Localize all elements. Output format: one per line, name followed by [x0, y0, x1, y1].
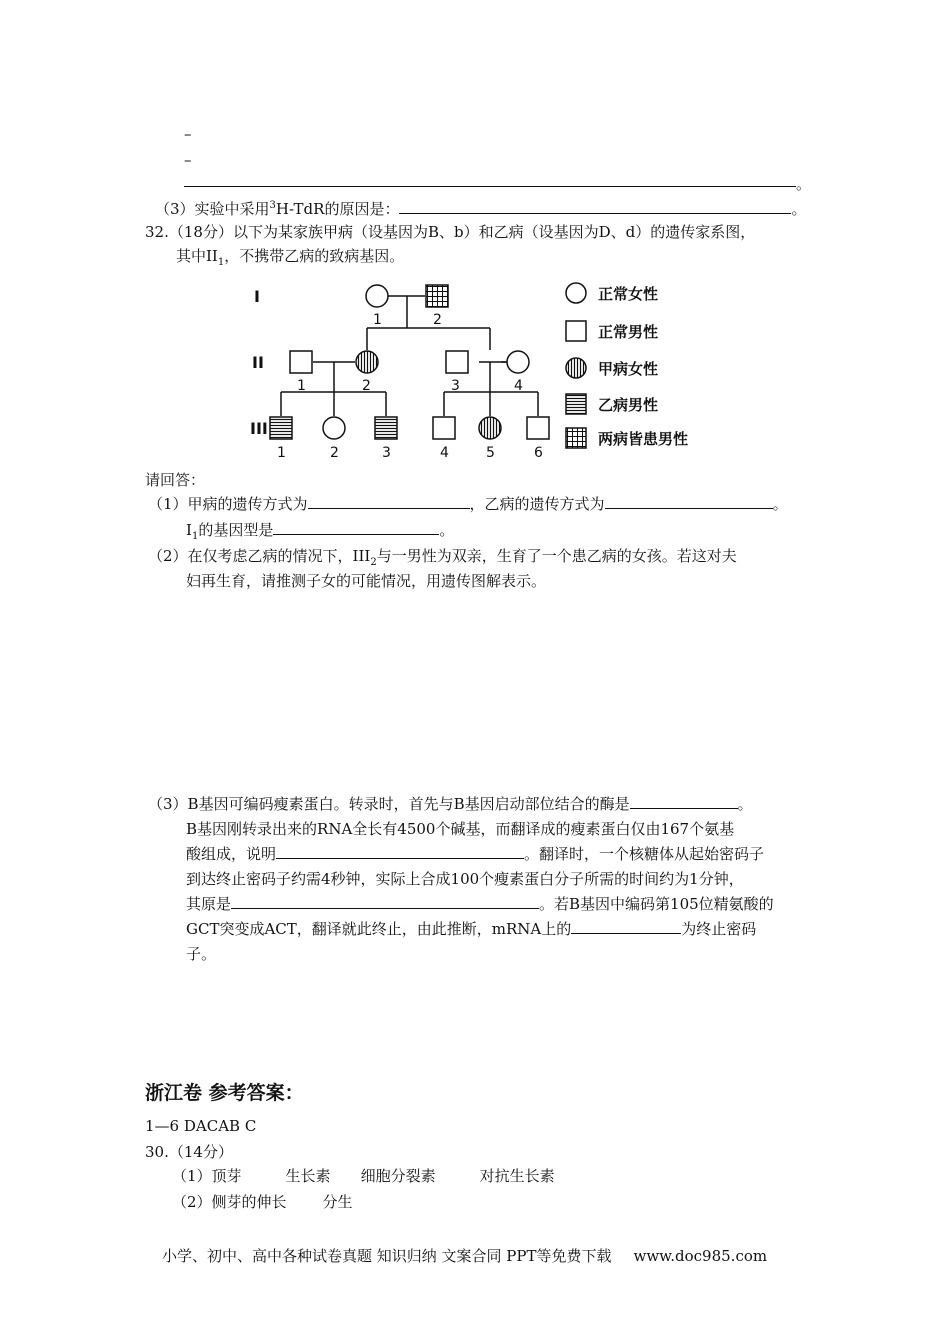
q3-line5: 其原是 。若B基因中编码第105位精氨酸的: [186, 895, 774, 913]
svg-text:5: 5: [486, 445, 495, 461]
legend-disease-a-female-icon: [566, 358, 586, 378]
gen3-male-6: [527, 417, 549, 439]
answers-1-6: 1—6 DACAB C: [145, 1117, 257, 1135]
gen2-male-3: [446, 351, 468, 373]
gen2-female-2: [356, 351, 378, 373]
gen2-female-4: [507, 351, 529, 373]
svg-text:2: 2: [433, 312, 442, 328]
q1-line1: （1）甲病的遗传方式为 ，乙病的遗传方式为 。: [148, 495, 788, 513]
period: 。: [796, 175, 812, 193]
svg-text:1: 1: [373, 312, 382, 328]
answers-30-2: （2）侧芽的伸长 分生: [172, 1193, 353, 1211]
gen-label-2: II: [252, 353, 264, 372]
q3-line3: 酸组成，说明 。翻译时，一个核糖体从起始密码子: [186, 845, 765, 863]
q1-line2: $I_1$的基因型是 。: [186, 521, 455, 542]
footer: [162, 1246, 767, 1266]
legend-normal-male-icon: [566, 321, 586, 341]
answers-heading: 浙江卷 参考答案：: [145, 1082, 304, 1104]
svg-text:2: 2: [362, 378, 371, 394]
legend-label-3: 甲病女性: [598, 360, 659, 378]
dash-1: –: [184, 125, 192, 143]
svg-text:4: 4: [514, 378, 523, 394]
gen-label-3: III: [250, 419, 268, 438]
answers-30-title: 30.（14分）: [145, 1143, 233, 1161]
svg-text:1: 1: [297, 378, 306, 394]
gen1-female-1: [366, 285, 388, 307]
dash-2: –: [184, 151, 192, 169]
q3-line7: 子。: [186, 945, 217, 963]
gen3-female-5: [479, 417, 501, 439]
q3-line2: B基因刚转录出来的RNA全长有4500个碱基，而翻译成的瘦素蛋白仅由167个氨基: [186, 820, 735, 838]
answer-line: [184, 186, 796, 187]
gen2-male-1: [290, 351, 312, 373]
q2-line2: 妇再生育，请推测子女的可能情况，用遗传图解表示。: [186, 572, 547, 590]
svg-text:3: 3: [451, 378, 460, 394]
pedigree-chart: [240, 274, 720, 466]
gen3-female-2: [323, 417, 345, 439]
q32-line1: 32.（18分）以下为某家族甲病（设基因为B、b）和乙病（设基因为D、d）的遗传家系图，: [145, 223, 756, 241]
svg-text:2: 2: [330, 445, 339, 461]
gen3-male-1: [270, 417, 292, 439]
q2-line1: （2）在仅考虑乙病的情况下，$III_2$与一男性为双亲，生育了一个患乙病的女孩。若这对夫: [148, 547, 737, 568]
legend-label-2: 正常男性: [598, 323, 659, 341]
answers-30-1: （1）顶芽 生长素 细胞分裂素 对抗生长素: [172, 1167, 555, 1185]
svg-text:3: 3: [382, 445, 391, 461]
legend-disease-b-male-icon: [566, 394, 586, 414]
legend-both-male-icon: [566, 428, 586, 448]
svg-text:4: 4: [440, 445, 449, 461]
q3-line6: GCT突变成ACT，翻译就此终止，由此推断，mRNA上的 为终止密码: [186, 920, 757, 938]
gen-label-1: I: [254, 287, 260, 306]
svg-text:6: 6: [534, 445, 543, 461]
q3-line4: 到达终止密码子约需4秒钟，实际上合成100个瘦素蛋白分子所需的时间约为1分钟，: [186, 870, 744, 888]
q32-line2: 其中$II_1$，不携带乙病的致病基因。: [176, 247, 405, 268]
footer-site-link[interactable]: www.doc985.com: [633, 1247, 768, 1265]
gen3-male-3: [375, 417, 397, 439]
answer-prompt: 请回答：: [145, 471, 206, 489]
legend-label-1: 正常女性: [598, 285, 659, 303]
legend-normal-female-icon: [566, 283, 586, 303]
q3-line1: （3）B基因可编码瘦素蛋白。转录时，首先与B基因启动部位结合的酶是 。: [148, 795, 753, 813]
q3-prev-line: （3）实验中采用$^3$H-TdR的原因是： 。: [155, 200, 807, 218]
svg-text:1: 1: [277, 445, 286, 461]
footer-text: 小学、初中、高中各种试卷真题 知识归纳 文案合同 PPT等免费下载: [162, 1247, 612, 1265]
gen3-male-4: [433, 417, 455, 439]
gen1-male-2: [426, 285, 448, 307]
legend-label-4: 乙病男性: [598, 396, 659, 414]
legend-label-5: 两病皆患男性: [598, 430, 689, 448]
